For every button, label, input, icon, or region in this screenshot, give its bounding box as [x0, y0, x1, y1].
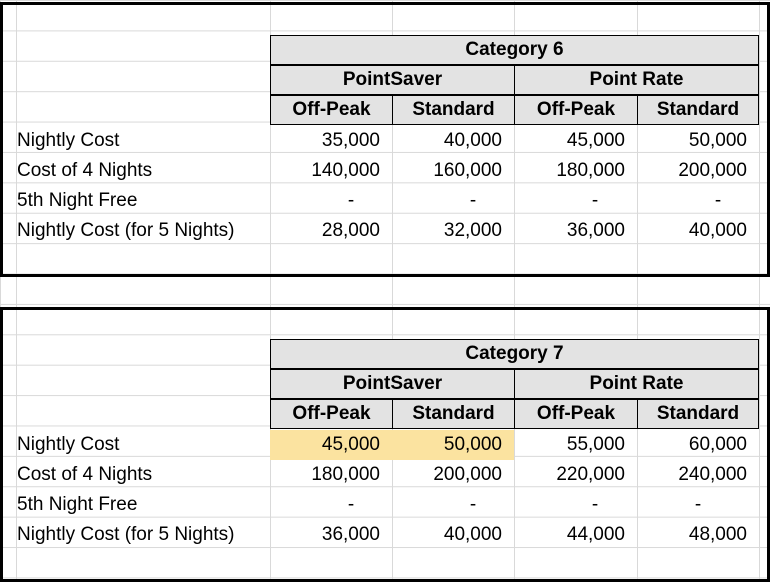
row-label-nightly-cost-5-nights[interactable]: Nightly Cost (for 5 Nights): [17, 524, 235, 545]
group-header-pointsaver[interactable]: PointSaver: [270, 369, 515, 399]
value-cell[interactable]: 200,000: [433, 464, 502, 485]
subheader-standard[interactable]: Standard: [392, 399, 515, 429]
value-cell[interactable]: -: [347, 494, 355, 515]
value-cell[interactable]: 240,000: [678, 464, 747, 485]
value-cell[interactable]: 40,000: [443, 130, 502, 151]
subheader-off-peak[interactable]: Off-Peak: [514, 95, 638, 125]
row-label-nightly-cost[interactable]: Nightly Cost: [17, 434, 120, 455]
value-cell[interactable]: 36,000: [566, 220, 625, 241]
value-cell[interactable]: 45,000: [566, 130, 625, 151]
value-cell[interactable]: 36,000: [321, 524, 380, 545]
highlighted-value-cell[interactable]: 50,000: [392, 430, 514, 460]
value-cell[interactable]: 32,000: [443, 220, 502, 241]
category-header[interactable]: Category 6: [270, 35, 759, 65]
value-cell[interactable]: 60,000: [688, 434, 747, 455]
row-label-nightly-cost[interactable]: Nightly Cost: [17, 130, 120, 151]
group-header-point-rate[interactable]: Point Rate: [514, 65, 759, 95]
row-label-cost-of-4-nights[interactable]: Cost of 4 Nights: [17, 160, 153, 181]
value-cell[interactable]: 180,000: [311, 464, 380, 485]
row-label-nightly-cost-5-nights[interactable]: Nightly Cost (for 5 Nights): [17, 220, 235, 241]
value-cell[interactable]: 44,000: [566, 524, 625, 545]
subheader-standard[interactable]: Standard: [392, 95, 515, 125]
value-cell[interactable]: 50,000: [688, 130, 747, 151]
subheader-off-peak[interactable]: Off-Peak: [270, 95, 393, 125]
highlighted-value-cell[interactable]: 45,000: [270, 430, 392, 460]
value-cell[interactable]: -: [714, 190, 722, 211]
subheader-standard[interactable]: Standard: [637, 95, 759, 125]
value-cell[interactable]: -: [469, 190, 477, 211]
subheader-off-peak[interactable]: Off-Peak: [270, 399, 393, 429]
value-cell[interactable]: 140,000: [311, 160, 380, 181]
value-cell[interactable]: 48,000: [688, 524, 747, 545]
value-cell[interactable]: 160,000: [433, 160, 502, 181]
value-cell[interactable]: 180,000: [556, 160, 625, 181]
row-label-cost-of-4-nights[interactable]: Cost of 4 Nights: [17, 464, 153, 485]
subheader-standard[interactable]: Standard: [637, 399, 759, 429]
category-header[interactable]: Category 7: [270, 339, 759, 369]
value-cell[interactable]: 35,000: [321, 130, 380, 151]
value-cell[interactable]: -: [694, 494, 702, 515]
value-cell[interactable]: 28,000: [321, 220, 380, 241]
value-cell[interactable]: -: [591, 190, 599, 211]
value-cell[interactable]: -: [469, 494, 477, 515]
value-cell[interactable]: -: [347, 190, 355, 211]
value-cell[interactable]: 200,000: [678, 160, 747, 181]
value-cell[interactable]: 220,000: [556, 464, 625, 485]
group-header-pointsaver[interactable]: PointSaver: [270, 65, 515, 95]
value-cell[interactable]: 40,000: [688, 220, 747, 241]
value-cell[interactable]: 55,000: [566, 434, 625, 455]
row-label-5th-night-free[interactable]: 5th Night Free: [17, 190, 138, 211]
row-label-5th-night-free[interactable]: 5th Night Free: [17, 494, 138, 515]
value-cell[interactable]: -: [591, 494, 599, 515]
group-header-point-rate[interactable]: Point Rate: [514, 369, 759, 399]
value-cell[interactable]: 40,000: [443, 524, 502, 545]
subheader-off-peak[interactable]: Off-Peak: [514, 399, 638, 429]
